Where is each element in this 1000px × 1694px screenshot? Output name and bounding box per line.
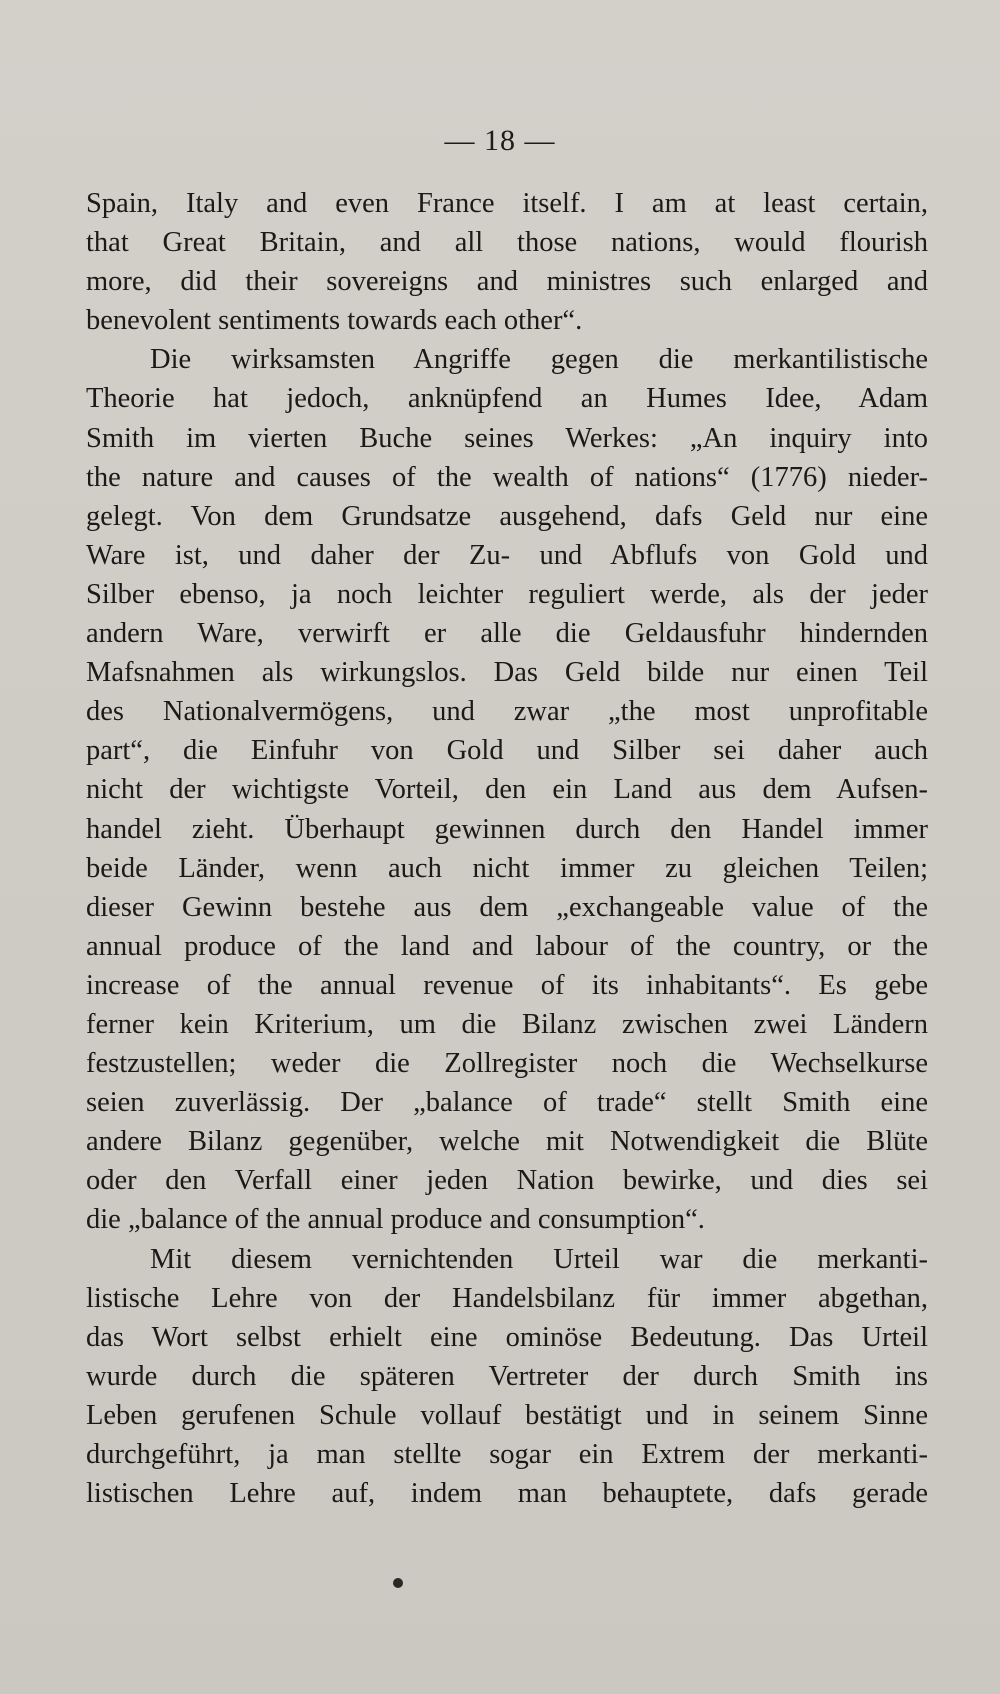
text-line: andern Ware, verwirft er alle die Geldausfuhr hindernden [86,618,928,650]
text-line: ferner kein Kriterium, um die Bilanz zwischen zwei Ländern [86,1008,928,1040]
text-line: more, did their sovereigns and ministres such enlarged and [86,266,928,298]
text-line: dieser Gewinn bestehe aus dem „exchangeable value of the [86,891,928,923]
text-line: annual produce of the land and labour of the country, or the [86,930,928,962]
text-line: listische Lehre von der Handelsbilanz für immer abgethan, [86,1282,928,1314]
text-line: das Wort selbst erhielt eine ominöse Bedeutung. Das Urteil [86,1321,928,1353]
paragraph-start-line: Mit diesem vernichtenden Urteil war die merkanti- [150,1243,928,1275]
text-line: increase of the annual revenue of its inhabitants“. Es gebe [86,969,928,1001]
text-line: festzustellen; weder die Zollregister noch die Wechselkurse [86,1048,928,1080]
text-line: Silber ebenso, ja noch leichter reguliert werde, als der jeder [86,578,928,610]
text-line: beide Länder, wenn auch nicht immer zu gleichen Teilen; [86,852,928,884]
text-line: Mafsnahmen als wirkungslos. Das Geld bilde nur einen Teil [86,657,928,689]
text-line: des Nationalvermögens, und zwar „the most unprofitable [86,696,928,728]
text-line: oder den Verfall einer jeden Nation bewirke, und dies sei [86,1165,928,1197]
text-line: listischen Lehre auf, indem man behauptete, dafs gerade [86,1478,928,1510]
text-line: durchgeführt, ja man stellte sogar ein Extrem der merkanti- [86,1439,928,1470]
text-line: Ware ist, und daher der Zu- und Abflufs von Gold und [86,539,928,571]
text-line: nicht der wichtigste Vorteil, den ein Land aus dem Aufsen- [86,774,928,806]
text-line: die „balance of the annual produce and consumption“. [86,1204,705,1236]
text-line: wurde durch die späteren Vertreter der durch Smith ins [86,1360,928,1392]
body-text [86,184,928,1513]
text-line: Theorie hat jedoch, anknüpfend an Humes Idee, Adam [86,383,928,415]
text-line: that Great Britain, and all those nations, would flourish [86,227,928,259]
text-line: benevolent sentiments towards each other“. [86,305,583,337]
text-line: andere Bilanz gegenüber, welche mit Notwendigkeit die Blüte [86,1126,928,1158]
paragraph-start-line: Die wirksamsten Angriffe gegen die merkantilistische [150,344,928,376]
text-line: Smith im vierten Buche seines Werkes: „An inquiry into [86,422,928,454]
text-line: Spain, Italy and even France itself. I am at least certain, [86,188,928,219]
text-line: part“, die Einfuhr von Gold und Silber sei daher auch [86,735,928,767]
text-line: Leben gerufenen Schule vollauf bestätigt und in seinem Sinne [86,1399,928,1431]
text-line: seien zuverlässig. Der „balance of trade“ stellt Smith eine [86,1087,928,1119]
text-line: handel zieht. Überhaupt gewinnen durch den Handel immer [86,813,928,845]
page-number: — 18 — [444,124,556,157]
text-line: gelegt. Von dem Grundsatze ausgehend, dafs Geld nur eine [86,500,928,532]
ink-dot [393,1578,403,1588]
text-line: the nature and causes of the wealth of nations“ (1776) nieder- [86,461,928,493]
